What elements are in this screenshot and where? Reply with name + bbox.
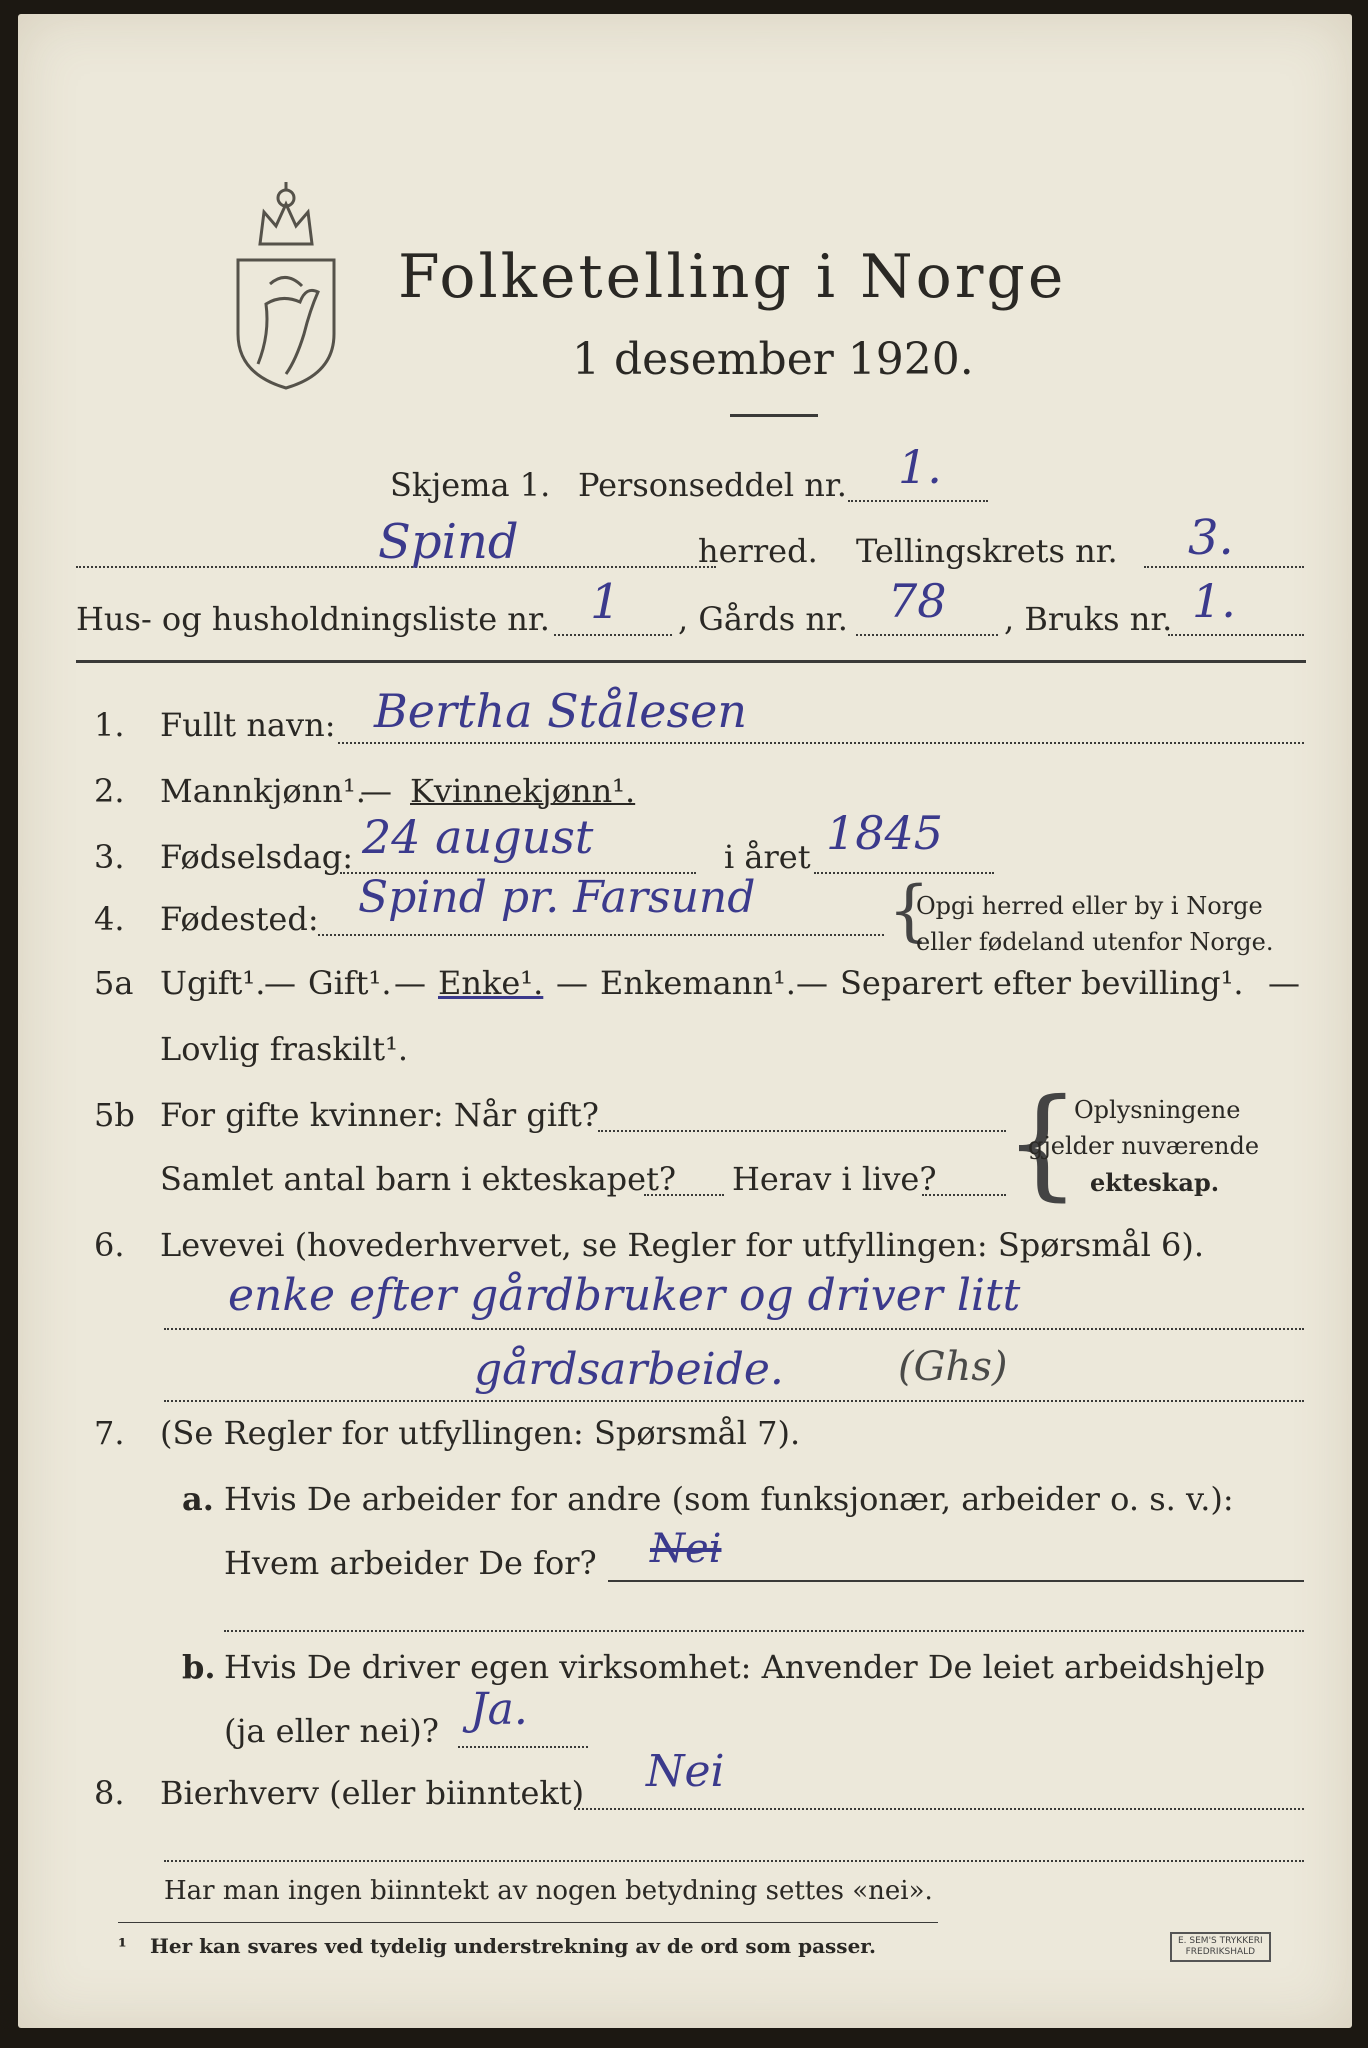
q3-year-value: 1845 [826, 806, 944, 860]
q5b-note-line2: gjelder nuværende [1028, 1132, 1260, 1160]
q5b-line3 [922, 1194, 1006, 1196]
q5a-gift: Gift¹. [308, 964, 392, 1002]
q7-label: (Se Regler for utfyllingen: Spørsmål 7). [160, 1414, 801, 1452]
herred-label: herred. [698, 532, 818, 570]
q5b-number: 5b [94, 1096, 135, 1134]
q2-male: Mannkjønn¹. [160, 772, 366, 810]
q7b-label2: (ja eller nei)? [224, 1712, 439, 1750]
q1-line [338, 742, 1304, 744]
q6-value-line2: gårdsarbeide. [474, 1344, 784, 1395]
q7b-value: Ja. [470, 1684, 528, 1735]
q6-line1 [164, 1328, 1304, 1330]
q5a-separert: Separert efter bevilling¹. [840, 964, 1244, 1002]
q4-value: Spind pr. Farsund [358, 872, 756, 923]
bruks-line [1168, 634, 1304, 636]
q7b-letter: b. [182, 1648, 216, 1686]
census-date: 1 desember 1920. [572, 334, 974, 385]
q2-female: Kvinnekjønn¹. [410, 772, 636, 810]
q7a-label2: Hvem arbeider De for? [224, 1544, 597, 1582]
q3-number: 3. [94, 838, 125, 876]
q5b-line2 [644, 1194, 724, 1196]
tellingskrets-value: 3. [1188, 510, 1234, 566]
q5a-dash4: — [796, 964, 828, 1002]
skjema-label: Skjema 1. [390, 466, 551, 504]
form-title: Folketelling i Norge [398, 242, 1067, 312]
q8-number: 8. [94, 1774, 125, 1812]
footnote-mark: ¹ [118, 1934, 127, 1958]
q5a-dash2: — [394, 964, 426, 1002]
q5a-ugift: Ugift¹. [160, 964, 266, 1002]
q7b-label1: Hvis De driver egen virksomhet: Anvender De leiet arbeidshjelp [224, 1648, 1266, 1686]
gards-line [856, 634, 998, 636]
q4-number: 4. [94, 900, 125, 938]
hus-label: Hus- og husholdningsliste nr. [76, 600, 550, 638]
tellingskrets-line [1144, 566, 1304, 568]
q3-year-label: i året [724, 838, 811, 876]
hus-line [554, 634, 672, 636]
q7a-line2 [224, 1630, 1304, 1632]
q8-extra-line [164, 1860, 1304, 1862]
footer-note: Har man ingen biinntekt av nogen betydning settes «nei». [164, 1876, 933, 1906]
gards-label: , Gårds nr. [678, 600, 848, 638]
q8-line [574, 1808, 1304, 1810]
q5b-note-line1: Oplysningene [1074, 1096, 1241, 1124]
printer-line1: E. SEM'S TRYKKERI [1178, 1936, 1263, 1946]
q5a-number: 5a [94, 964, 134, 1002]
q6-value-line1: enke efter gårdbruker og driver litt [228, 1270, 1021, 1321]
printer-stamp [1170, 1932, 1271, 1962]
q4-brace: { [888, 872, 930, 949]
q7a-line1 [608, 1580, 1304, 1582]
q5a-dash5: — [1268, 964, 1300, 1002]
q1-label: Fullt navn: [160, 706, 336, 744]
q5b-note-line3: ekteskap. [1090, 1168, 1220, 1197]
q7a-letter: a. [182, 1480, 214, 1518]
q4-note-line2: eller fødeland utenfor Norge. [916, 928, 1274, 956]
hus-value: 1 [590, 574, 621, 630]
norwegian-coat-of-arms-icon [230, 174, 342, 394]
q3-label: Fødselsdag: [160, 838, 354, 876]
q6-line2 [164, 1400, 1304, 1402]
q5a-enke: Enke¹. [438, 964, 544, 1002]
q2-number: 2. [94, 772, 125, 810]
personseddel-line [848, 500, 988, 502]
q6-label: Levevei (hovederhvervet, se Regler for utfyllingen: Spørsmål 6). [160, 1226, 1205, 1264]
q5b-label3: Herav i live? [732, 1160, 937, 1198]
q5b-line1 [598, 1130, 1006, 1132]
personseddel-value: 1. [898, 440, 942, 494]
q6-number: 6. [94, 1226, 125, 1264]
q7a-value: Nei [650, 1526, 722, 1572]
q8-value: Nei [646, 1746, 725, 1797]
q8-label: Bierhverv (eller biinntekt) [160, 1774, 585, 1812]
census-form-page [18, 14, 1352, 2028]
footnote-text: Her kan svares ved tydelig understrekning av de ord som passer. [150, 1934, 876, 1958]
tellingskrets-label: Tellingskrets nr. [856, 532, 1118, 570]
q5a-dash1: — [264, 964, 296, 1002]
q5a-enkemann: Enkemann¹. [600, 964, 796, 1002]
q5b-brace: { [1004, 1074, 1081, 1213]
q5a-dash3: — [556, 964, 588, 1002]
q4-label: Fødested: [160, 900, 319, 938]
q1-number: 1. [94, 706, 125, 744]
header-divider [76, 660, 1306, 663]
bruks-value: 1. [1192, 574, 1236, 628]
q6-stamp: (Ghs) [898, 1344, 1008, 1390]
q3-day-value: 24 august [362, 810, 594, 864]
q5b-label1: For gifte kvinner: Når gift? [160, 1096, 599, 1134]
printer-line2: FREDRIKSHALD [1185, 1947, 1256, 1957]
q4-line [318, 934, 884, 936]
q7b-line [458, 1746, 588, 1748]
q4-note-line1: Opgi herred eller by i Norge [916, 892, 1263, 920]
herred-value: Spind [378, 514, 519, 570]
q7a-label1: Hvis De arbeider for andre (som funksjonær, arbeider o. s. v.): [224, 1480, 1234, 1518]
personseddel-label: Personseddel nr. [578, 466, 847, 504]
q7-number: 7. [94, 1414, 125, 1452]
title-divider [730, 414, 818, 417]
footnote-divider [118, 1922, 938, 1923]
q1-value: Bertha Stålesen [374, 684, 747, 738]
q2-dash: — [360, 772, 392, 810]
bruks-label: , Bruks nr. [1004, 600, 1173, 638]
q5a-fraskilt: Lovlig fraskilt¹. [160, 1030, 409, 1068]
q5b-label2: Samlet antal barn i ekteskapet? [160, 1160, 677, 1198]
gards-value: 78 [888, 574, 947, 628]
